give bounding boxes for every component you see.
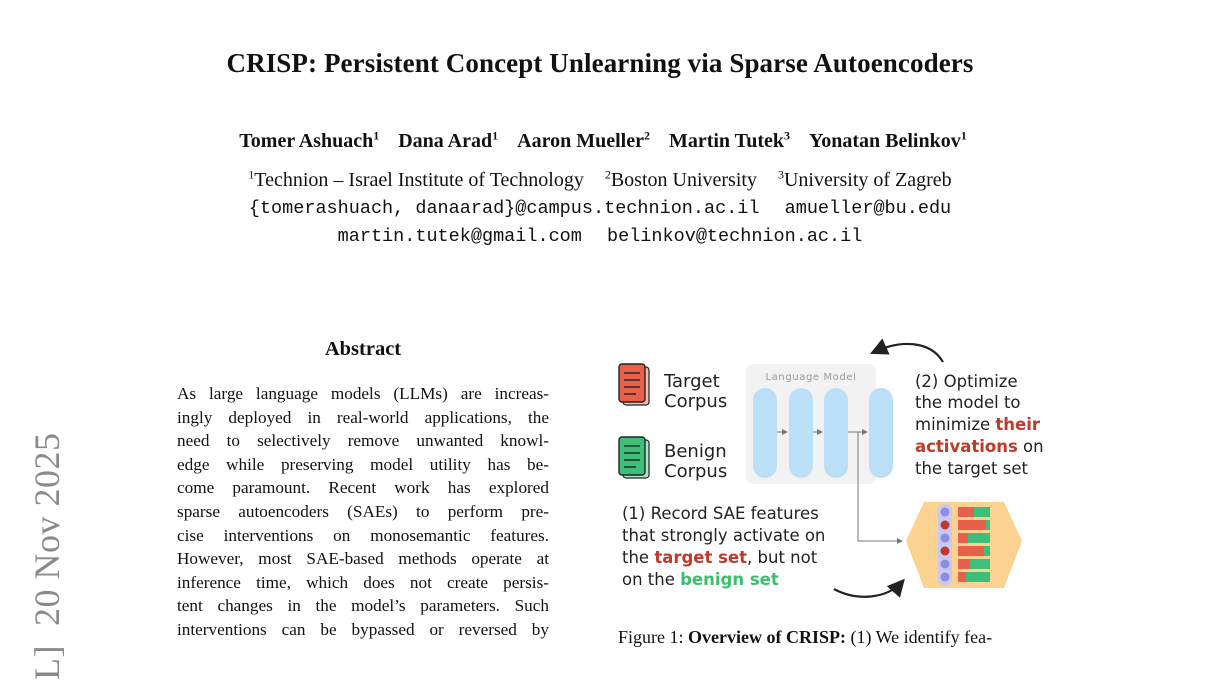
email-line-1 — [0, 198, 1200, 219]
author-4: Martin Tutek$^3$ — [668, 128, 790, 152]
email-mueller[interactable]: amueller@bu.edu — [784, 198, 952, 219]
affiliation-2: $^2$Boston University — [604, 167, 757, 191]
affiliations — [0, 167, 1200, 192]
benign-corpus-label-1: Benign — [664, 441, 727, 462]
step1-line-3: the target set, but not — [622, 548, 818, 567]
abstract-line: As large language models (LLMs) are increas- — [177, 384, 549, 403]
step1-line-4: on the benign set — [622, 570, 779, 589]
abstract-line: ingly deployed in real-world applications, the — [177, 407, 549, 427]
step1-line-2: that strongly activate on — [622, 526, 826, 545]
abstract-body — [177, 382, 549, 642]
target-corpus-label-2: Corpus — [664, 391, 728, 412]
arxiv-stamp-text: L] 20 Nov 2025 — [27, 432, 67, 680]
abstract-line: inference time, which does not create persis- — [177, 572, 549, 592]
affiliation-1: $^1$Technion – Israel Institute of Technology — [248, 167, 584, 191]
step2-line-2: the model to — [915, 393, 1021, 412]
email-tutek[interactable]: martin.tutek@gmail.com — [337, 226, 582, 247]
author-3: Aaron Mueller$^2$ — [517, 128, 650, 152]
author-list — [0, 128, 1206, 153]
step2-line-5: the target set — [915, 459, 1028, 478]
abstract-line: edge while preserving model utility has be- — [177, 454, 549, 474]
email-line-2 — [0, 226, 1200, 247]
author-1: Tomer Ashuach$^1$ — [239, 128, 380, 152]
author-2: Dana Arad$^1$ — [398, 128, 499, 152]
target-document-icon — [619, 364, 649, 405]
abstract-line: need to selectively remove unwanted knowl- — [177, 431, 549, 451]
step2-line-4: activations on — [915, 437, 1044, 456]
step1-text — [622, 504, 825, 589]
abstract-line: cise interventions on monosemantic features. — [177, 525, 549, 545]
benign-document-icon — [619, 437, 649, 478]
abstract-line: tent changes in the model’s parameters. Such — [177, 596, 549, 616]
email-belinkov[interactable]: belinkov@technion.ac.il — [607, 226, 863, 247]
arxiv-side-stamp — [26, 380, 76, 680]
abstract-line: sparse autoencoders (SAEs) to perform pre- — [177, 501, 549, 521]
step2-line-3: minimize their — [915, 415, 1041, 434]
language-model-label: Language Model — [765, 372, 857, 383]
target-corpus-label-1: Target — [664, 371, 720, 392]
language-model-block — [746, 364, 893, 484]
step2-text — [915, 372, 1044, 478]
step1-line-1: (1) Record SAE features — [622, 504, 819, 523]
benign-corpus-label-2: Corpus — [664, 461, 728, 482]
abstract-heading: Abstract — [324, 338, 402, 360]
abstract-line: However, most SAE-based methods operate at — [177, 549, 549, 569]
sae-block — [906, 502, 1022, 588]
figure-caption: Figure 1: Overview of CRISP: (1) We identify fea- — [618, 627, 993, 647]
record-curved-arrow — [834, 582, 902, 597]
author-5: Yonatan Belinkov$^1$ — [808, 128, 967, 152]
step2-line-1: (2) Optimize — [915, 372, 1018, 391]
abstract-line: interventions can be bypassed or reversed by — [177, 619, 549, 639]
optimize-curved-arrow — [874, 344, 943, 362]
abstract-line: come paramount. Recent work has explored — [177, 478, 549, 498]
email-technion-group[interactable]: {tomerashuach, danaarad}@campus.technion.ac.il — [248, 198, 760, 219]
paper-title: CRISP: Persistent Concept Unlearning via Sparse Autoencoders — [226, 48, 974, 78]
affiliation-3: $^3$University of Zagreb — [777, 167, 952, 191]
crisp-overview-figure — [612, 336, 1072, 606]
